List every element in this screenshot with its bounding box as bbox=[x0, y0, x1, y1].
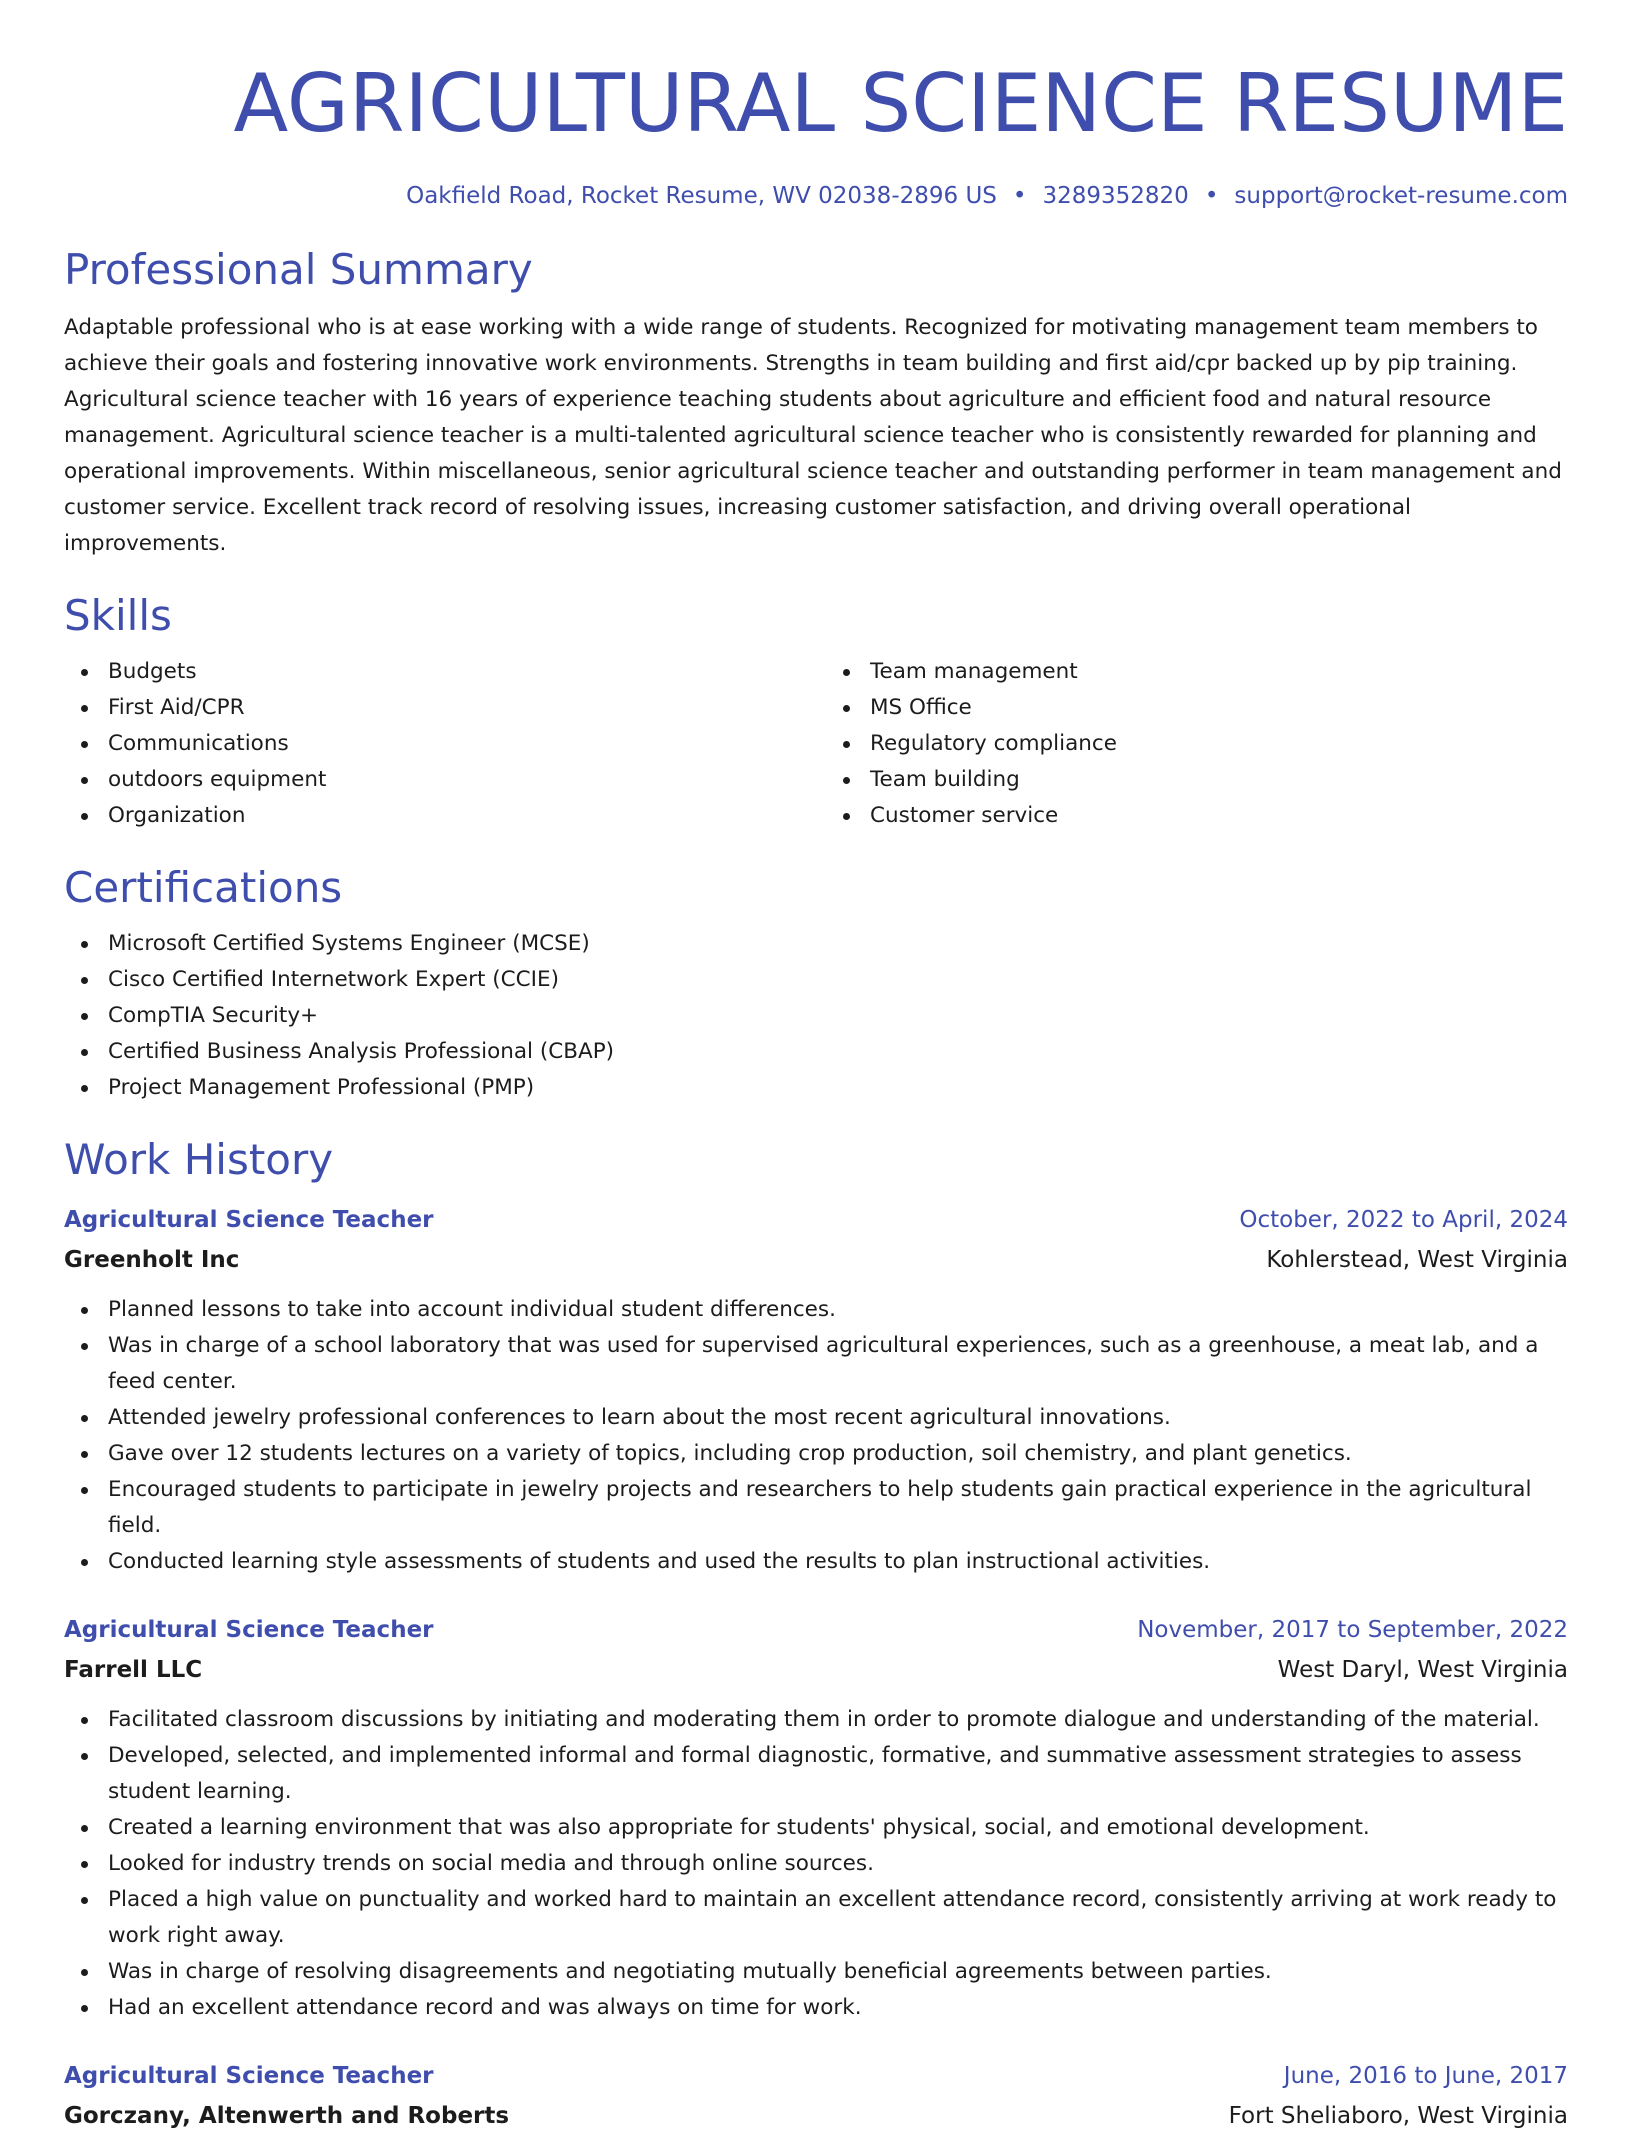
job-duty: Gave over 12 students lectures on a variety of topics, including crop production, soil chemistry, and plant genetics. bbox=[64, 1436, 1568, 1472]
job-duty: Conducted learning style assessments of students and used the results to plan instructional activities. bbox=[64, 1544, 1568, 1580]
job-duty: Was in charge of a school laboratory that was used for supervised agricultural experiences, such as a greenhouse, a meat lab, and a feed center. bbox=[64, 1328, 1568, 1400]
skill-item: Communications bbox=[64, 726, 806, 762]
job-duty: Developed, selected, and implemented informal and formal diagnostic, formative, and summative assessment strategies to assess student learning. bbox=[64, 1738, 1568, 1810]
job-duty: Placed a high value on punctuality and worked hard to maintain an excellent attendance record, consistently arriving at work ready to work right away. bbox=[64, 1882, 1568, 1954]
summary-heading: Professional Summary bbox=[64, 245, 533, 294]
job-duty: Attended jewelry professional conferences to learn about the most recent agricultural innovations. bbox=[64, 1400, 1568, 1436]
address-text: Oakfield Road, Rocket Resume, WV 02038-2896 US bbox=[406, 183, 997, 209]
email-link[interactable]: support@rocket-resume.com bbox=[1234, 183, 1568, 209]
certification-item: Certified Business Analysis Professional (CBAP) bbox=[64, 1034, 1568, 1070]
contact-separator: • bbox=[1012, 183, 1027, 209]
job-title: Agricultural Science Teacher bbox=[64, 1207, 434, 1233]
skill-item: Team building bbox=[826, 762, 1568, 798]
job-duty: Looked for industry trends on social media and through online sources. bbox=[64, 1846, 1568, 1882]
contact-separator: • bbox=[1204, 183, 1219, 209]
certification-item: Microsoft Certified Systems Engineer (MCSE) bbox=[64, 926, 1568, 962]
job-duty: Was in charge of resolving disagreements and negotiating mutually beneficial agreements between parties. bbox=[64, 1954, 1568, 1990]
job-header-row bbox=[64, 1202, 1568, 1238]
job-location: Kohlerstead, West Virginia bbox=[1266, 1247, 1568, 1273]
job-entry bbox=[64, 1202, 1568, 1580]
skill-item: Budgets bbox=[64, 654, 806, 690]
work-history-heading: Work History bbox=[64, 1135, 334, 1184]
job-duties-list bbox=[64, 1702, 1568, 2026]
job-header-row bbox=[64, 1612, 1568, 1648]
certifications-list bbox=[64, 926, 1568, 1106]
skill-item: Organization bbox=[64, 798, 806, 834]
job-company-row bbox=[64, 1652, 1568, 1688]
resume-page bbox=[64, 0, 1568, 2134]
job-location: West Daryl, West Virginia bbox=[1277, 1657, 1568, 1683]
skill-item: Customer service bbox=[826, 798, 1568, 834]
skill-item: First Aid/CPR bbox=[64, 690, 806, 726]
job-duty: Planned lessons to take into account individual student differences. bbox=[64, 1292, 1568, 1328]
certifications-heading: Certifications bbox=[64, 863, 343, 912]
certification-item: Cisco Certified Internetwork Expert (CCIE) bbox=[64, 962, 1568, 998]
job-header-row bbox=[64, 2058, 1568, 2094]
job-duty: Created a learning environment that was also appropriate for students' physical, social, and emotional development. bbox=[64, 1810, 1568, 1846]
certification-item: Project Management Professional (PMP) bbox=[64, 1070, 1568, 1106]
job-dates: June, 2016 to June, 2017 bbox=[1283, 2063, 1568, 2089]
job-duty: Facilitated classroom discussions by initiating and moderating them in order to promote dialogue and understanding of the material. bbox=[64, 1702, 1568, 1738]
job-company-row bbox=[64, 2098, 1568, 2134]
skill-item: Regulatory compliance bbox=[826, 726, 1568, 762]
skill-item: Team management bbox=[826, 654, 1568, 690]
skill-item: MS Office bbox=[826, 690, 1568, 726]
company-name: Farrell LLC bbox=[64, 1657, 203, 1683]
job-title: Agricultural Science Teacher bbox=[64, 2063, 434, 2089]
summary-paragraph: Adaptable professional who is at ease working with a wide range of students. Recognized for motivating management team members to achieve their goals and fostering innovative work environments. Strengths in team building and first aid/cpr backed up by pip training. Agricultural science teacher with 16 years of experience teaching students about agriculture and efficient food and natural resource management. Agricultural science teacher is a multi-talented agricultural science teacher who is consistently rewarded for planning and operational improvements. Within miscellaneous, senior agricultural science teacher and outstanding performer in team management and customer service. Excellent track record of resolving issues, increasing customer satisfaction, and driving overall operational improvements. bbox=[64, 315, 1562, 556]
job-company-row bbox=[64, 1242, 1568, 1278]
skills-list-left bbox=[64, 654, 806, 834]
job-dates: October, 2022 to April, 2024 bbox=[1239, 1207, 1568, 1233]
skill-item: outdoors equipment bbox=[64, 762, 806, 798]
job-duty: Had an excellent attendance record and was always on time for work. bbox=[64, 1990, 1568, 2026]
contact-line bbox=[64, 182, 1568, 210]
job-duty: Encouraged students to participate in jewelry projects and researchers to help students gain practical experience in the agricultural field. bbox=[64, 1472, 1568, 1544]
job-entry bbox=[64, 1612, 1568, 2026]
job-duties-list bbox=[64, 1292, 1568, 1580]
skills-list-right bbox=[826, 654, 1568, 834]
certification-item: CompTIA Security+ bbox=[64, 998, 1568, 1034]
company-name: Gorczany, Altenwerth and Roberts bbox=[64, 2103, 510, 2129]
skills-grid bbox=[64, 654, 1568, 834]
job-dates: November, 2017 to September, 2022 bbox=[1137, 1617, 1568, 1643]
phone-text: 3289352820 bbox=[1042, 183, 1189, 209]
company-name: Greenholt Inc bbox=[64, 1247, 240, 1273]
job-entry bbox=[64, 2058, 1568, 2134]
resume-title: AGRICULTURAL SCIENCE RESUME bbox=[233, 57, 1568, 150]
job-title: Agricultural Science Teacher bbox=[64, 1617, 434, 1643]
skills-heading: Skills bbox=[64, 591, 172, 640]
job-location: Fort Sheliaboro, West Virginia bbox=[1228, 2103, 1568, 2129]
